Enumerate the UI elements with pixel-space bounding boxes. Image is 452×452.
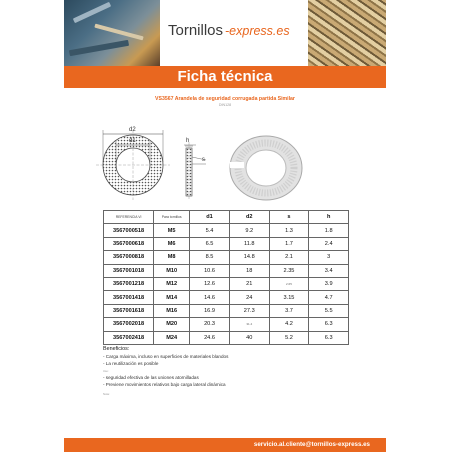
cell-reference: 3567001018 xyxy=(104,264,154,277)
cell-bolt: M6 xyxy=(154,237,190,250)
cell-h: 2.4 xyxy=(309,237,349,250)
cell-d2: 31.4 xyxy=(229,318,269,331)
cell-reference: 3567001418 xyxy=(104,291,154,304)
column-header-bolt: Para tornillos xyxy=(154,211,190,224)
benefit-item: - Carga máxima, incluso en superficies de materiales blandos xyxy=(103,354,229,359)
cell-s: 2.65 xyxy=(269,277,309,290)
cell-h: 4.7 xyxy=(309,291,349,304)
table-row xyxy=(104,291,349,304)
cell-reference: 3567000618 xyxy=(104,237,154,250)
tools-photo xyxy=(64,0,160,66)
table-row xyxy=(104,237,349,250)
table-row xyxy=(104,277,349,290)
cell-s: 1.7 xyxy=(269,237,309,250)
header-banner xyxy=(64,0,386,66)
logo-main-text: Tornillos xyxy=(168,22,224,39)
cell-bolt: M5 xyxy=(154,224,190,237)
cell-s: 1.3 xyxy=(269,224,309,237)
cell-d1: 14.6 xyxy=(190,291,230,304)
table-row xyxy=(104,318,349,331)
cell-s: 3.7 xyxy=(269,304,309,317)
cell-d2: 18 xyxy=(229,264,269,277)
cell-reference: 3567000518 xyxy=(104,224,154,237)
table-header-row xyxy=(104,211,349,224)
cell-reference: 3567000818 xyxy=(104,251,154,264)
cell-bolt: M20 xyxy=(154,318,190,331)
screws-photo xyxy=(308,0,386,66)
technical-drawing xyxy=(96,112,316,202)
column-header-d2: d2 xyxy=(229,211,269,224)
product-title: VS3567 Arandela de seguridad corrugada partida Similar xyxy=(155,96,295,102)
cell-d1: 5.4 xyxy=(190,224,230,237)
column-header-reference: REFERENCIA VI xyxy=(104,211,154,224)
cell-bolt: M12 xyxy=(154,277,190,290)
note-label: Nota: xyxy=(103,392,110,396)
cell-d2: 11.8 xyxy=(229,237,269,250)
table-row xyxy=(104,264,349,277)
table-row xyxy=(104,224,349,237)
washer-side-view xyxy=(184,138,206,200)
cell-bolt: M14 xyxy=(154,291,190,304)
cell-bolt: M24 xyxy=(154,331,190,344)
cell-s: 3.15 xyxy=(269,291,309,304)
cell-h: 5.5 xyxy=(309,304,349,317)
cell-d2: 14.8 xyxy=(229,251,269,264)
cell-h: 3 xyxy=(309,251,349,264)
cell-d1: 6.5 xyxy=(190,237,230,250)
cell-d2: 21 xyxy=(229,277,269,290)
cell-s: 5.2 xyxy=(269,331,309,344)
cell-reference: 3567002018 xyxy=(104,318,154,331)
cell-h: 6.3 xyxy=(309,318,349,331)
dimension-d1-label: d1 xyxy=(129,138,136,144)
cell-d2: 9.2 xyxy=(229,224,269,237)
cell-reference: 3567001618 xyxy=(104,304,154,317)
table-row xyxy=(104,331,349,344)
washer-front-view xyxy=(96,127,176,202)
cell-bolt: M10 xyxy=(154,264,190,277)
cell-d1: 12.6 xyxy=(190,277,230,290)
column-header-d1: d1 xyxy=(190,211,230,224)
title-bar xyxy=(64,66,386,88)
dimension-d2-label: d2 xyxy=(129,127,136,133)
cell-h: 3.4 xyxy=(309,264,349,277)
cell-d2: 27.3 xyxy=(229,304,269,317)
cell-d1: 16.9 xyxy=(190,304,230,317)
cell-h: 6.3 xyxy=(309,331,349,344)
column-header-h: h xyxy=(309,211,349,224)
footer-bar xyxy=(64,438,386,452)
benefit-item: - La reutilización es posible xyxy=(103,361,159,366)
cell-bolt: M16 xyxy=(154,304,190,317)
table-row xyxy=(104,251,349,264)
benefits-heading: Beneficios: xyxy=(103,346,130,352)
cell-d2: 40 xyxy=(229,331,269,344)
column-header-s: s xyxy=(269,211,309,224)
logo-accent-text: -express.es xyxy=(225,24,290,38)
cell-d1: 20.3 xyxy=(190,318,230,331)
cell-s: 2.35 xyxy=(269,264,309,277)
product-code: DIN128 xyxy=(218,103,232,107)
benefit-item: - seguridad efectiva de las uniones atornilladas xyxy=(103,375,199,380)
dimension-s-label: s xyxy=(202,157,205,163)
cell-s: 2.1 xyxy=(269,251,309,264)
benefit-item: - Previene movimientos relativos bajo carga lateral dinámica xyxy=(103,382,226,387)
page-title: Ficha técnica xyxy=(177,68,273,85)
washer-photo xyxy=(230,136,302,200)
cell-d1: 8.5 xyxy=(190,251,230,264)
specifications-table xyxy=(103,210,349,345)
cell-d1: 10.6 xyxy=(190,264,230,277)
contact-email-link[interactable]: servicio.al.cliente@tornillos-express.es xyxy=(253,441,370,448)
usage-label: Uso: xyxy=(103,369,109,373)
cell-reference: 3567001218 xyxy=(104,277,154,290)
cell-h: 1.8 xyxy=(309,224,349,237)
cell-d1: 24.6 xyxy=(190,331,230,344)
cell-s: 4.2 xyxy=(269,318,309,331)
cell-bolt: M8 xyxy=(154,251,190,264)
dimension-h-label: h xyxy=(186,138,190,144)
cell-d2: 24 xyxy=(229,291,269,304)
cell-h: 3.9 xyxy=(309,277,349,290)
cell-reference: 3567002418 xyxy=(104,331,154,344)
logo[interactable] xyxy=(160,0,308,66)
benefits-section xyxy=(103,346,353,396)
table-row xyxy=(104,304,349,317)
